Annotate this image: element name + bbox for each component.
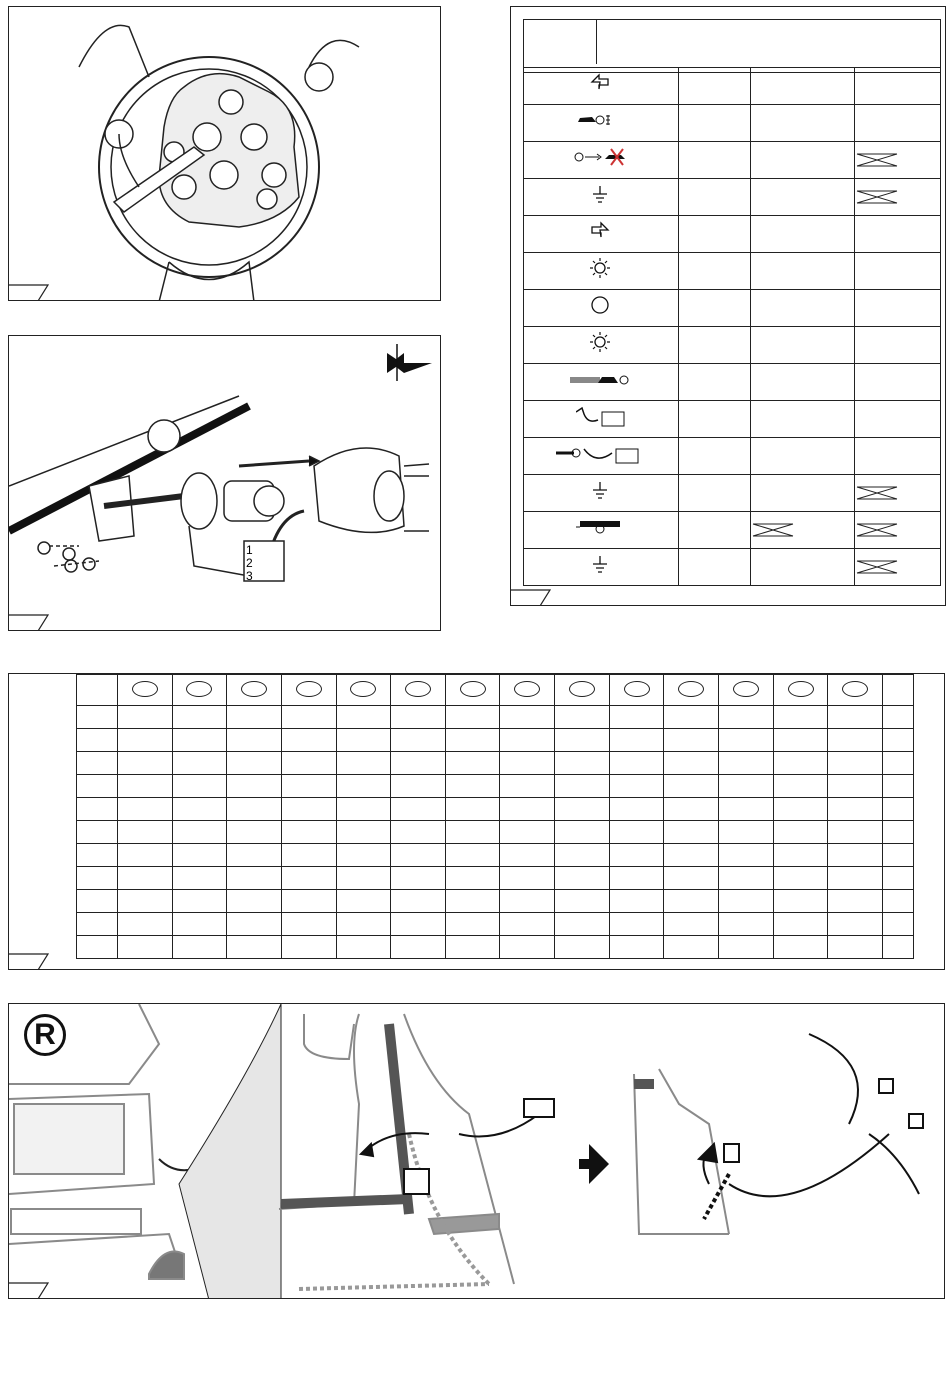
battery-charge-icon: [576, 406, 626, 428]
pin-column-header: [664, 675, 719, 706]
cross-mark-icon: [751, 523, 795, 537]
pin-circle-icon: [350, 681, 376, 697]
socket-mount-illustration: [9, 336, 441, 631]
page-corner-marker: [8, 1275, 60, 1299]
brake-lamp-icon: [590, 332, 612, 354]
vehicle-install-panel: [8, 1003, 945, 1299]
pin-column-header: [500, 675, 555, 706]
pin-column-header: [445, 675, 500, 706]
pin-column-header: [172, 675, 227, 706]
wiring-table-row: [524, 512, 941, 549]
ground-icon: [590, 184, 612, 206]
pin-grid-row: [77, 729, 914, 752]
pin-grid-row: [77, 775, 914, 798]
pin-grid-row: [77, 867, 914, 890]
pin-grid-row: [77, 890, 914, 913]
pin-circle-icon: [405, 681, 431, 697]
torque-marker-icon: [357, 344, 432, 381]
cross-mark-icon: [855, 486, 899, 500]
pin-circle-icon: [788, 681, 814, 697]
pin-grid-row: [77, 798, 914, 821]
ground-icon: [590, 554, 612, 576]
wiring-table-row: [524, 105, 941, 142]
connector-pin-2: 2: [246, 556, 253, 570]
pin-column-header: [281, 675, 336, 706]
wiring-table-row: [524, 327, 941, 364]
trailer-detect-icon: [576, 517, 626, 539]
left-turn-arrow-icon: [590, 73, 612, 95]
pin-grid-row: [77, 913, 914, 936]
pin-grid-row: [77, 706, 914, 729]
pin-circle-icon: [514, 681, 540, 697]
pin-circle-icon: [186, 681, 212, 697]
ground-icon: [590, 480, 612, 502]
wiring-table-row: [524, 179, 941, 216]
connector-pin-1: 1: [246, 543, 253, 557]
pin-grid-row: [77, 752, 914, 775]
socket-pin-illustration: [9, 7, 441, 301]
wiring-table-header: [523, 19, 941, 73]
pin-circle-icon: [842, 681, 868, 697]
wiring-table-row: [524, 253, 941, 290]
wiring-table-row: [524, 549, 941, 586]
wiring-table-panel: [510, 6, 946, 606]
pin-grid-table: [76, 674, 914, 959]
pin-circle-icon: [132, 681, 158, 697]
wiring-table-row: [524, 290, 941, 327]
circle-icon: [590, 295, 612, 317]
wiring-table-row: [524, 438, 941, 475]
pin-grid-header: [77, 675, 914, 706]
reverse-lamp-car-icon: [570, 369, 632, 391]
socket-mount-panel: [8, 335, 441, 631]
page-corner-marker: [8, 277, 60, 301]
pin-circle-icon: [624, 681, 650, 697]
pin-grid-row: [77, 936, 914, 959]
pin-column-header: [391, 675, 446, 706]
pin-column-header: [773, 675, 828, 706]
cross-mark-icon: [855, 153, 899, 167]
wiring-table-row: [524, 475, 941, 512]
pin-column-header: [555, 675, 610, 706]
right-turn-arrow-icon: [590, 221, 612, 243]
rear-fog-lamp-car-icon: [576, 110, 626, 132]
next-step-arrow-icon: [579, 1144, 609, 1184]
wiring-table-row: [524, 142, 941, 179]
cross-mark-icon: [855, 190, 899, 204]
page-corner-marker: [8, 946, 60, 970]
socket-pin-panel: [8, 6, 441, 301]
wiring-table-row: [524, 364, 941, 401]
ignition-battery-icon: [556, 443, 646, 465]
pin-column-header: [336, 675, 391, 706]
pin-circle-icon: [296, 681, 322, 697]
pin-circle-icon: [733, 681, 759, 697]
pin-circle-icon: [241, 681, 267, 697]
brake-lamp-icon: [590, 258, 612, 280]
cross-mark-icon: [855, 523, 899, 537]
pin-circle-icon: [678, 681, 704, 697]
cross-mark-icon: [855, 560, 899, 574]
page-corner-marker: [8, 607, 60, 631]
pin-column-header: [609, 675, 664, 706]
wiring-table: [523, 67, 941, 586]
pin-circle-icon: [569, 681, 595, 697]
model-badge: R: [24, 1014, 66, 1056]
connector-pin-3: 3: [246, 569, 253, 583]
pin-grid-panel: [8, 673, 945, 970]
wiring-table-row: [524, 68, 941, 105]
pin-grid-row: [77, 821, 914, 844]
vehicle-install-illustration: [9, 1004, 945, 1299]
wiring-table-row: [524, 216, 941, 253]
pin-column-header: [118, 675, 173, 706]
pin-column-header: [828, 675, 883, 706]
pin-column-header: [719, 675, 774, 706]
pin-column-header: [227, 675, 282, 706]
wiring-table-row: [524, 401, 941, 438]
fog-lamp-disable-icon: [573, 147, 629, 169]
pin-circle-icon: [460, 681, 486, 697]
pin-grid-row: [77, 844, 914, 867]
